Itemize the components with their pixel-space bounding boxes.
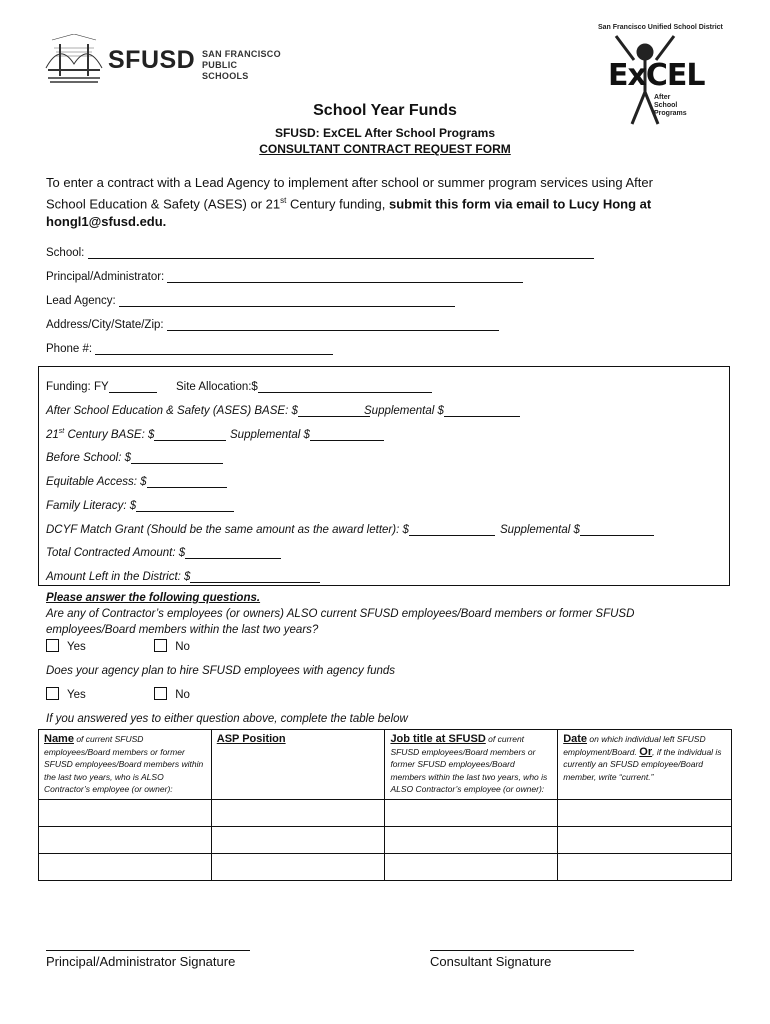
table-cell[interactable]	[211, 853, 385, 880]
excel-after-label: After School Programs	[654, 94, 687, 117]
equitable-access-field: Equitable Access: $	[46, 475, 227, 488]
lead-agency-input[interactable]	[119, 294, 455, 307]
fy-input[interactable]	[109, 380, 157, 393]
questions-instruction: Please answer the following questions.	[46, 592, 261, 604]
q2-yes-checkbox[interactable]	[46, 687, 59, 700]
ases-supplemental-field: Supplemental $	[364, 404, 520, 417]
principal-signature-line[interactable]	[46, 950, 250, 951]
principal-signature-label: Principal/Administrator Signature	[46, 954, 236, 969]
dcyf-supplemental-field: Supplemental $	[500, 523, 654, 536]
table-cell[interactable]	[385, 799, 558, 826]
form-name: CONSULTANT CONTRACT REQUEST FORM	[259, 142, 511, 156]
site-allocation-input[interactable]	[258, 380, 432, 393]
table-cell[interactable]	[385, 826, 558, 853]
dcyf-input[interactable]	[409, 523, 495, 536]
century21-input[interactable]	[154, 428, 226, 441]
date-column-header: Date on which individual left SFUSD employment/Board. Or, if the individual is currently an SFUSD employee/Board member, write “current.”	[558, 730, 732, 800]
questions-section	[46, 590, 726, 727]
table-row	[39, 799, 732, 826]
q2-no-checkbox[interactable]	[154, 687, 167, 700]
question-1-options: Yes No	[46, 639, 726, 655]
employee-table	[38, 729, 732, 881]
dcyf-field: DCYF Match Grant (Should be the same amount as the award letter): $	[46, 523, 495, 536]
amount-left-input[interactable]	[190, 570, 320, 583]
table-instruction: If you answered yes to either question above, complete the table below	[46, 713, 408, 725]
q1-yes-checkbox[interactable]	[46, 639, 59, 652]
excel-wordmark: ExCEL	[608, 58, 705, 93]
address-field: Address/City/State/Zip:	[46, 318, 499, 331]
name-column-header: Name of current SFUSD employees/Board members or former SFUSD employees/Board members within the last two years, who is ALSO Contractor’s employee (or owner):	[39, 730, 212, 800]
excel-district-label: San Francisco Unified School District	[598, 24, 723, 31]
question-1: Are any of Contractor’s employees (or owners) ALSO current SFUSD employees/Board members or former SFUSD employees/Board members within the last two years?	[46, 608, 635, 636]
phone-field: Phone #:	[46, 342, 333, 355]
principal-field: Principal/Administrator:	[46, 270, 523, 283]
amount-left-field: Amount Left in the District: $	[46, 570, 320, 583]
century21-supplemental-field: Supplemental $	[230, 428, 384, 441]
intro-paragraph: To enter a contract with a Lead Agency to implement after school or summer program services using After School Education & Safety (ASES) or 21st Century funding, submit this form via email to Lucy Hong at hongl1@sfusd.edu.	[46, 175, 653, 230]
golden-gate-bridge-icon	[44, 34, 104, 86]
question-2-options: Yes No	[46, 687, 726, 703]
ases-supplemental-input[interactable]	[444, 404, 520, 417]
lead-agency-field: Lead Agency:	[46, 294, 455, 307]
table-cell[interactable]	[39, 799, 212, 826]
logo-subtitle: SAN FRANCISCO PUBLIC SCHOOLS	[202, 49, 281, 81]
funding-fy-field: Funding: FY	[46, 380, 157, 393]
table-cell[interactable]	[39, 826, 212, 853]
phone-input[interactable]	[95, 342, 333, 355]
table-cell[interactable]	[385, 853, 558, 880]
page-title: School Year Funds	[313, 102, 457, 119]
before-school-input[interactable]	[131, 451, 223, 464]
table-cell[interactable]	[558, 853, 732, 880]
table-row	[39, 826, 732, 853]
table-cell[interactable]	[39, 853, 212, 880]
equitable-access-input[interactable]	[147, 475, 227, 488]
q1-no-checkbox[interactable]	[154, 639, 167, 652]
ases-field: After School Education & Safety (ASES) BASE: $	[46, 404, 370, 417]
logo-wordmark: SFUSD	[108, 46, 196, 74]
table-header-row	[39, 730, 732, 800]
consultant-signature-label: Consultant Signature	[430, 954, 552, 969]
address-input[interactable]	[167, 318, 499, 331]
school-field: School:	[46, 246, 594, 259]
dcyf-supplemental-input[interactable]	[580, 523, 654, 536]
family-literacy-field: Family Literacy: $	[46, 499, 234, 512]
total-contracted-field: Total Contracted Amount: $	[46, 546, 281, 559]
job-title-column-header: Job title at SFUSD of current SFUSD employees/Board members or former SFUSD employees/Board members within the last two years, who is ALSO Contractor’s employee (or owner):	[385, 730, 558, 800]
submit-instruction: submit this form via email to Lucy Hong at hongl1@sfusd.edu.	[46, 196, 652, 230]
form-subtitle: SFUSD: ExCEL After School Programs	[274, 126, 496, 140]
table-row	[39, 853, 732, 880]
century21-supplemental-input[interactable]	[310, 428, 384, 441]
principal-input[interactable]	[167, 270, 523, 283]
table-cell[interactable]	[558, 799, 732, 826]
total-contracted-input[interactable]	[185, 546, 281, 559]
sfusd-logo	[44, 34, 284, 86]
before-school-field: Before School: $	[46, 451, 223, 464]
question-2: Does your agency plan to hire SFUSD employees with agency funds	[46, 665, 396, 677]
table-cell[interactable]	[211, 826, 385, 853]
table-cell[interactable]	[211, 799, 385, 826]
site-allocation-field: Site Allocation:$	[176, 380, 432, 393]
century21-field: 21st Century BASE: $	[46, 428, 226, 441]
asp-position-column-header: ASP Position	[211, 730, 385, 800]
consultant-signature-line[interactable]	[430, 950, 634, 951]
family-literacy-input[interactable]	[136, 499, 234, 512]
ases-input[interactable]	[298, 404, 370, 417]
school-input[interactable]	[88, 246, 594, 259]
table-cell[interactable]	[558, 826, 732, 853]
